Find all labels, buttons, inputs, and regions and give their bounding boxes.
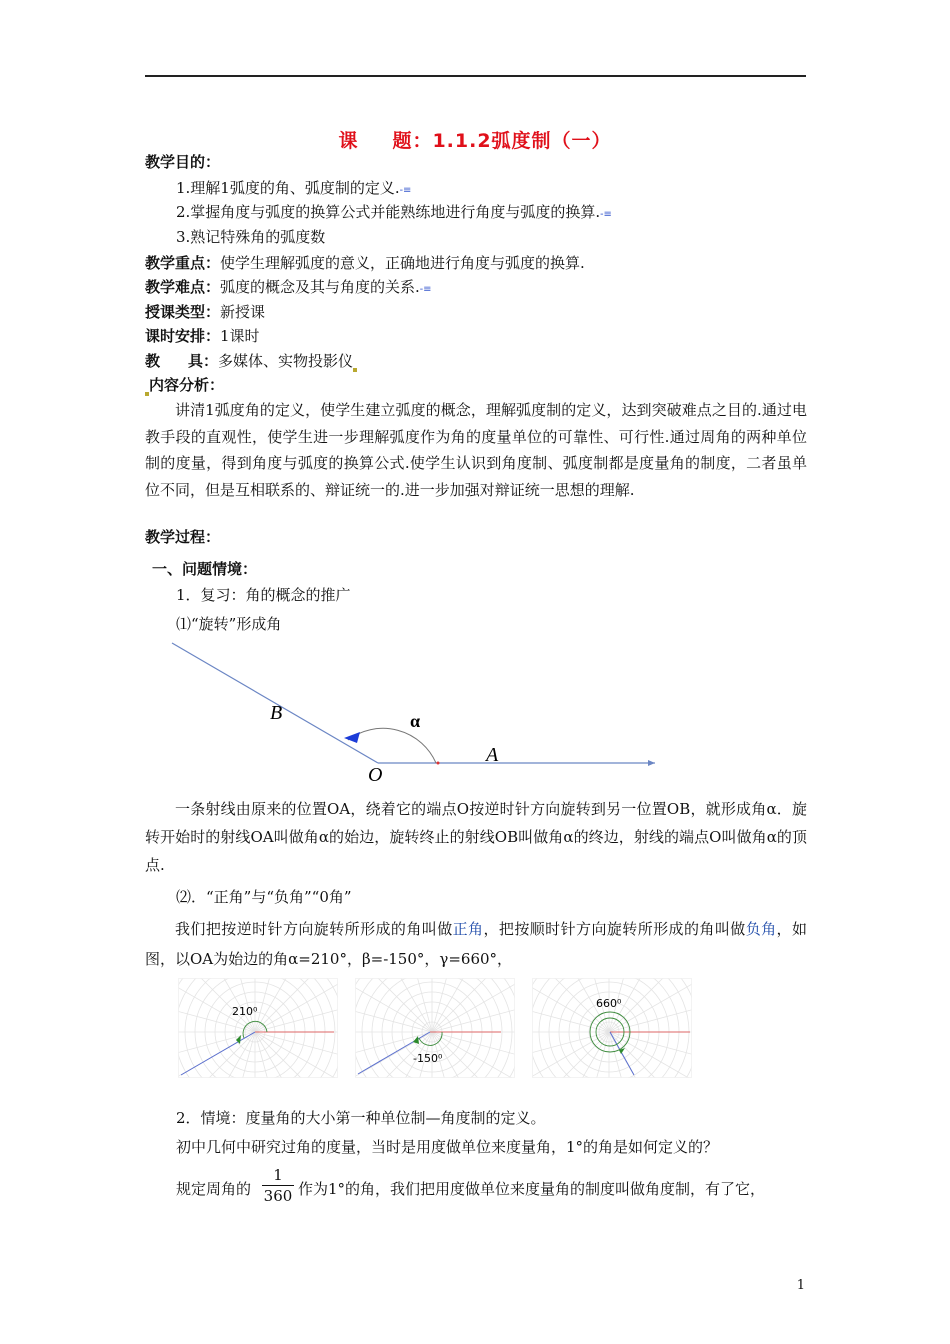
page-number: 1 xyxy=(796,1278,805,1293)
schedule: 课时安排：1课时 xyxy=(145,327,260,345)
label-alpha: α xyxy=(410,711,421,731)
term-negative-angle: 负角 xyxy=(745,920,777,938)
polar-diagram-660 xyxy=(532,978,692,1078)
label-neg150: -150⁰ xyxy=(413,1052,443,1065)
rotation-angle-diagram xyxy=(170,635,670,785)
term-positive-angle: 正角 xyxy=(452,920,484,938)
label-210: 210⁰ xyxy=(232,1005,258,1018)
page-title: 课 题：1.1.2弧度制（一） xyxy=(338,130,612,152)
section-problem: 一、问题情境： xyxy=(152,560,258,578)
label-o: O xyxy=(368,764,383,785)
review-heading: 1．复习：角的概念的推广 xyxy=(176,586,351,604)
objective-item-1: 1.理解1弧度的角、弧度制的定义.-≡ xyxy=(176,179,412,197)
definition-rest: 作为1°的角，我们把用度做单位来度量角的制度叫做角度制，有了它， xyxy=(298,1180,766,1198)
label-660: 660⁰ xyxy=(596,997,622,1010)
arrow-head xyxy=(344,732,360,743)
analysis-paragraph: 讲清1弧度角的定义，使学生建立弧度的概念，理解弧度制的定义，达到突破难点之目的.通过电教手段的直观性，使学生进一步理解弧度作为角的度量单位的可靠性、可行性.通过周角的两种单位制的度量，得到角度与弧度的换算公式.使学生认识到角度制、弧度制都是度量角的制度，二者虽单位不同，但是互相联系的、辩证统一的.进一步加强对辩证统一思想的理解. xyxy=(145,401,807,499)
polar-diagram-210 xyxy=(178,978,338,1078)
tools: 教 具：多媒体、实物投影仪 xyxy=(145,350,357,372)
analysis-label: 内容分析： xyxy=(145,374,224,396)
fraction-1-360: 1 360 xyxy=(263,1166,293,1205)
objective-item-3: 3.熟记特殊角的弧度数 xyxy=(176,228,326,246)
difficulty: 教学难点：弧度的概念及其与角度的关系.-≡ xyxy=(145,278,432,296)
rotation-paragraph: 一条射线由原来的位置OA，绕着它的端点O按逆时针方向旋转到另一位置OB，就形成角α．旋转开始时的射线OA叫做角α的始边，旋转终止的射线OB叫做角α的终边，射线的端点O叫做角α的顶点. xyxy=(145,800,807,874)
objective-item-2: 2.掌握角度与弧度的换算公式并能熟练地进行角度与弧度的换算.-≡ xyxy=(176,203,612,221)
objectives-label: 教学目的： xyxy=(145,153,221,171)
pos-neg-heading: ⑵．“正角”与“负角”“0角” xyxy=(176,888,352,906)
pos-neg-paragraph: 我们把按逆时针方向旋转所形成的角叫做正角，把按顺时针方向旋转所形成的角叫做负角，如图，以OA为始边的角α=210°，β=-150°，γ=660°， xyxy=(145,920,807,968)
polar-diagram-neg150 xyxy=(355,978,515,1078)
situation-line: 2．情境：度量角的大小第一种单位制—角度制的定义。 xyxy=(176,1109,546,1127)
key-point: 教学重点：使学生理解弧度的意义，正确地进行角度与弧度的换算. xyxy=(145,254,585,272)
rotation-heading: ⑴“旋转”形成角 xyxy=(176,615,282,633)
definition-start: 规定周角的 xyxy=(176,1180,252,1198)
label-b: B xyxy=(270,702,283,724)
question-line: 初中几何中研究过角的度量，当时是用度做单位来度量角，1°的角是如何定义的？ xyxy=(176,1138,719,1156)
lesson-type: 授课类型：新授课 xyxy=(145,303,266,321)
header-rule xyxy=(145,75,806,77)
angle-arc xyxy=(348,728,436,763)
process-label: 教学过程： xyxy=(145,528,221,546)
label-a: A xyxy=(486,744,499,766)
